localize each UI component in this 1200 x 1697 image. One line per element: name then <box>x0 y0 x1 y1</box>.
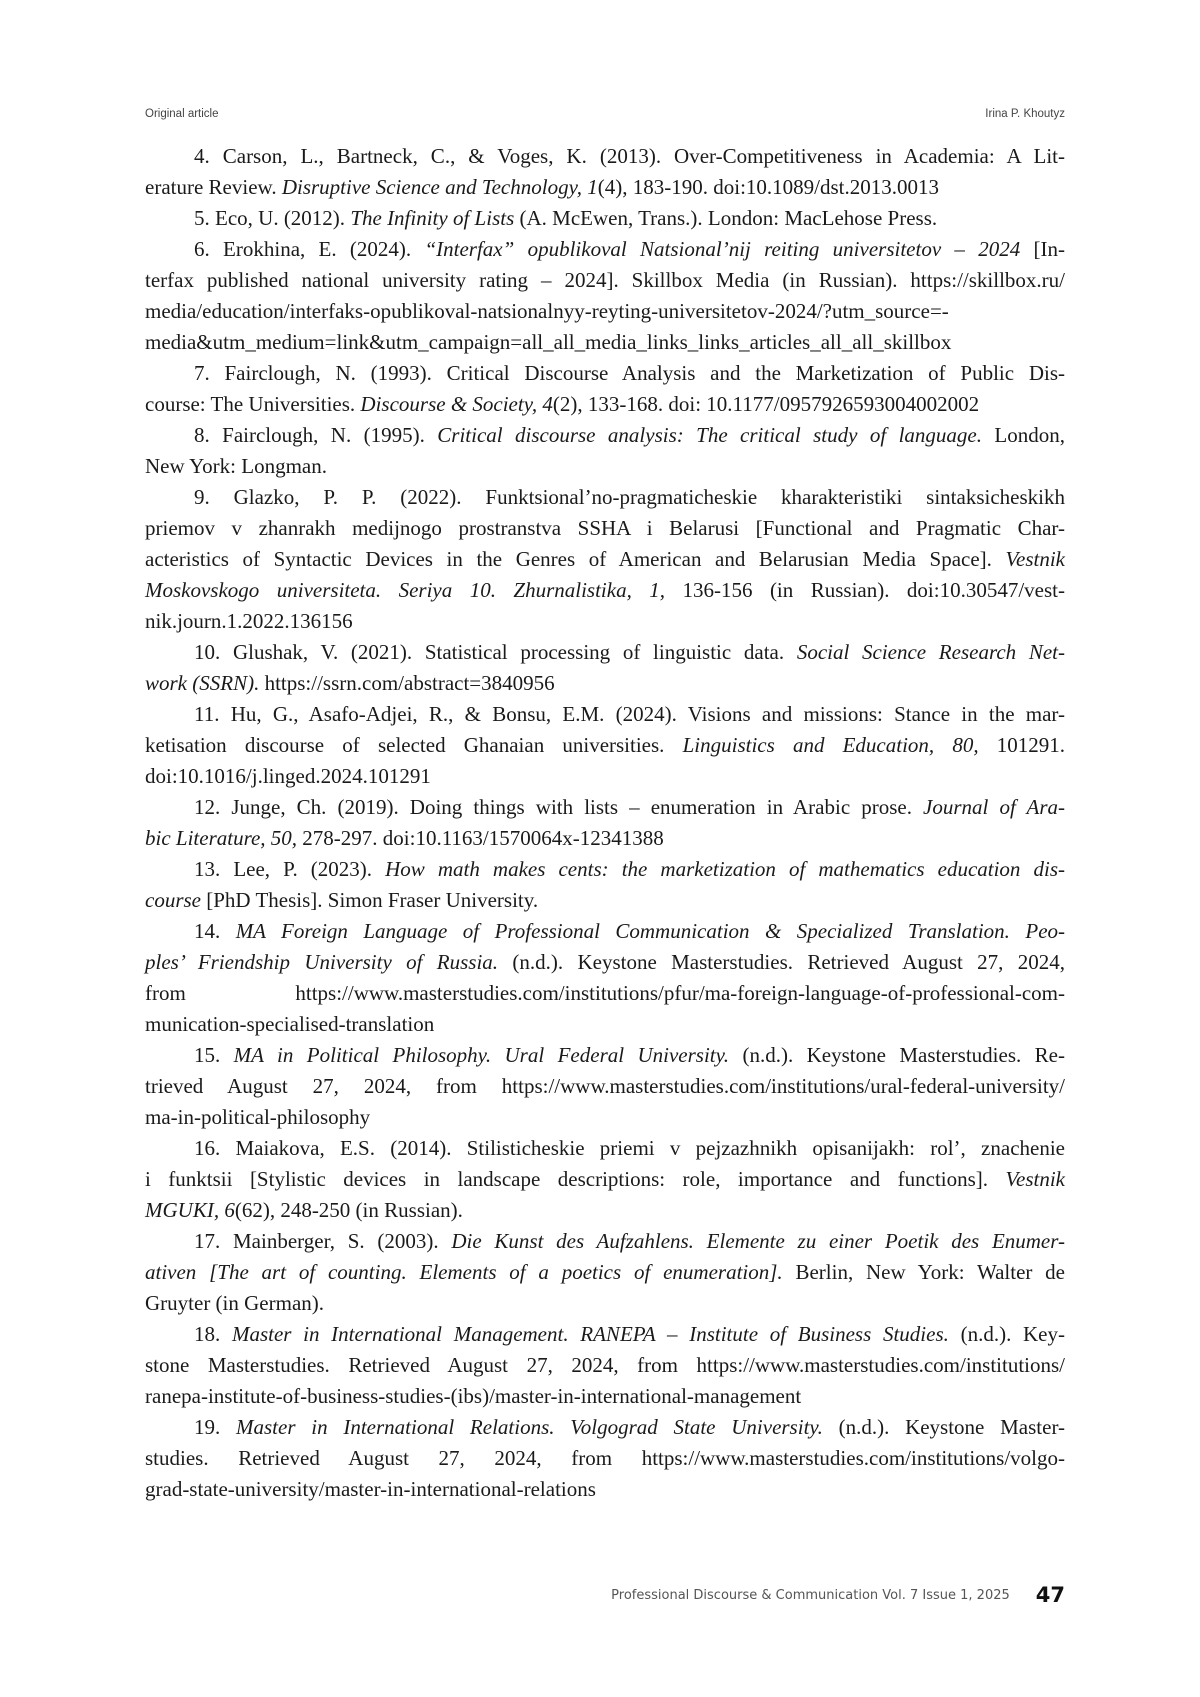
reference-italic-text: bic Literature, 50, <box>145 826 297 850</box>
reference-item <box>145 1133 1065 1226</box>
reference-line <box>145 1195 1065 1226</box>
reference-text: media/education/interfaks-opublikoval-natsionalnyy-reyting-universitetov-2024/?utm_source=- <box>145 299 949 323</box>
reference-item <box>145 1040 1065 1133</box>
reference-text: nik.journ.1.2022.136156 <box>145 609 353 633</box>
reference-text: 8. Fairclough, N. (1995). <box>194 423 437 447</box>
reference-italic-text: Die Kunst des Aufzahlens. Elemente zu einer Poetik des Enumer- <box>451 1229 1065 1253</box>
reference-text: (n.d.). Keystone Masterstudies. Re- <box>729 1043 1065 1067</box>
reference-line <box>145 1102 1065 1133</box>
reference-line <box>145 1319 1065 1350</box>
reference-text: 5. Eco, U. (2012). <box>194 206 350 230</box>
reference-line <box>145 1040 1065 1071</box>
reference-line <box>145 358 1065 389</box>
reference-item <box>145 916 1065 1040</box>
reference-item <box>145 358 1065 420</box>
reference-item <box>145 637 1065 699</box>
reference-item <box>145 1226 1065 1319</box>
reference-line <box>145 606 1065 637</box>
reference-line <box>145 1133 1065 1164</box>
reference-text: acteristics of Syntactic Devices in the Genres of American and Belarusian Media Space]. <box>145 547 1006 571</box>
reference-line <box>145 947 1065 978</box>
reference-text: 16. Maiakova, E.S. (2014). Stilisticheskie priemi v pejzazhnikh opisanijakh: rol’, znachenie <box>194 1136 1065 1160</box>
reference-text: 136-156 (in Russian). doi:10.30547/vest- <box>665 578 1065 602</box>
reference-text: grad-state-university/master-in-international-relations <box>145 1477 596 1501</box>
page-footer <box>611 1583 1065 1607</box>
reference-text: ma-in-political-philosophy <box>145 1105 370 1129</box>
reference-line <box>145 203 1065 234</box>
reference-text: (2), 133-168. doi: 10.1177/0957926593004002002 <box>553 392 979 416</box>
reference-line <box>145 1412 1065 1443</box>
reference-text: Gruyter (in German). <box>145 1291 324 1315</box>
reference-line <box>145 1071 1065 1102</box>
reference-line <box>145 172 1065 203</box>
reference-text: [In- <box>1020 237 1065 261</box>
reference-line <box>145 327 1065 358</box>
reference-italic-text: ativen [The art of counting. Elements of a poetics of enumeration]. <box>145 1260 783 1284</box>
reference-italic-text: The Infinity of Lists <box>350 206 514 230</box>
reference-item <box>145 482 1065 637</box>
reference-italic-text: work (SSRN). <box>145 671 259 695</box>
reference-text: (62), 248-250 (in Russian). <box>235 1198 463 1222</box>
reference-text: 101291. <box>979 733 1065 757</box>
reference-italic-text: Critical discourse analysis: The critical study of language. <box>437 423 982 447</box>
reference-line <box>145 1381 1065 1412</box>
reference-line <box>145 699 1065 730</box>
reference-text: (n.d.). Key- <box>949 1322 1065 1346</box>
reference-italic-text: How math makes cents: the marketization of mathematics education dis- <box>385 857 1065 881</box>
reference-line <box>145 420 1065 451</box>
reference-text: 9. Glazko, P. P. (2022). Funktsional’no-pragmaticheskie kharakteristiki sintaksicheskikh <box>194 485 1065 509</box>
reference-text: [PhD Thesis]. Simon Fraser University. <box>201 888 538 912</box>
reference-item <box>145 1412 1065 1505</box>
reference-text: 4. Carson, L., Bartneck, C., & Voges, K. (2013). Over-Competitiveness in Academia: A Lit- <box>194 144 1065 168</box>
reference-line <box>145 823 1065 854</box>
reference-text: doi:10.1016/j.linged.2024.101291 <box>145 764 431 788</box>
reference-text: 15. <box>194 1043 234 1067</box>
reference-line <box>145 854 1065 885</box>
reference-italic-text: Master in International Relations. Volgograd State University. <box>236 1415 823 1439</box>
reference-item <box>145 699 1065 792</box>
reference-text: 6. Erokhina, E. (2024). <box>194 237 424 261</box>
reference-line <box>145 1226 1065 1257</box>
reference-text: New York: Longman. <box>145 454 327 478</box>
reference-item <box>145 141 1065 203</box>
reference-text: 10. Glushak, V. (2021). Statistical processing of linguistic data. <box>194 640 797 664</box>
reference-item <box>145 234 1065 358</box>
reference-text: 18. <box>194 1322 232 1346</box>
reference-text: https://ssrn.com/abstract=3840956 <box>259 671 554 695</box>
reference-text: 17. Mainberger, S. (2003). <box>194 1229 451 1253</box>
reference-italic-text: Linguistics and Education, 80, <box>683 733 979 757</box>
reference-text: (n.d.). Keystone Masterstudies. Retrieved August 27, 2024, <box>498 950 1065 974</box>
reference-text: (A. McEwen, Trans.). London: MacLehose Press. <box>514 206 937 230</box>
reference-text: 278-297. doi:10.1163/1570064x-12341388 <box>297 826 664 850</box>
reference-italic-text: MA Foreign Language of Professional Communication & Specialized Translation. Peo- <box>236 919 1065 943</box>
reference-italic-text: Master in International Management. RANEPA – Institute of Business Studies. <box>232 1322 949 1346</box>
reference-line <box>145 482 1065 513</box>
reference-italic-text: Vestnik <box>1006 547 1065 571</box>
reference-text: 19. <box>194 1415 236 1439</box>
reference-line <box>145 730 1065 761</box>
reference-line <box>145 296 1065 327</box>
reference-text: stone Masterstudies. Retrieved August 27, 2024, from https://www.masterstudies.com/institutions/ <box>145 1353 1065 1377</box>
reference-line <box>145 575 1065 606</box>
reference-italic-text: course <box>145 888 201 912</box>
reference-line <box>145 1009 1065 1040</box>
reference-text: (n.d.). Keystone Master- <box>823 1415 1065 1439</box>
reference-line <box>145 389 1065 420</box>
reference-text: ranepa-institute-of-business-studies-(ibs)/master-in-international-management <box>145 1384 801 1408</box>
reference-line <box>145 1257 1065 1288</box>
reference-text: studies. Retrieved August 27, 2024, from https://www.masterstudies.com/institutions/volgo- <box>145 1446 1065 1470</box>
reference-line <box>145 1164 1065 1195</box>
reference-text: munication-specialised-translation <box>145 1012 434 1036</box>
reference-text: terfax published national university rating – 2024]. Skillbox Media (in Russian). https://skillbox.ru/ <box>145 268 1065 292</box>
running-header-section: Original article <box>145 108 219 120</box>
reference-item <box>145 792 1065 854</box>
reference-text: 12. Junge, Ch. (2019). Doing things with lists – enumeration in Arabic prose. <box>194 795 923 819</box>
reference-text: London, <box>982 423 1065 447</box>
reference-italic-text: Social Science Research Net- <box>797 640 1065 664</box>
reference-italic-text: Disruptive Science and Technology, 1 <box>282 175 598 199</box>
reference-text: priemov v zhanrakh medijnogo prostranstva SSHA i Belarusi [Functional and Pragmatic Char- <box>145 516 1065 540</box>
reference-line <box>145 637 1065 668</box>
reference-text: trieved August 27, 2024, from https://www.masterstudies.com/institutions/ural-federal-university/ <box>145 1074 1065 1098</box>
reference-line <box>145 978 1065 1009</box>
reference-text: i funktsii [Stylistic devices in landscape descriptions: role, importance and functions]. <box>145 1167 1006 1191</box>
reference-text: (4), 183-190. doi:10.1089/dst.2013.0013 <box>598 175 939 199</box>
reference-item <box>145 854 1065 916</box>
page-number: 47 <box>1036 1583 1065 1607</box>
reference-line <box>145 451 1065 482</box>
reference-italic-text: MA in Political Philosophy. Ural Federal University. <box>234 1043 729 1067</box>
reference-text: from https://www.masterstudies.com/institutions/pfur/ma-foreign-language-of-professional-com- <box>145 981 1065 1005</box>
journal-citation: Professional Discourse & Communication Vol. 7 Issue 1, 2025 <box>611 1588 1010 1603</box>
reference-item <box>145 420 1065 482</box>
reference-italic-text: Moskovskogo universiteta. Seriya 10. Zhurnalistika, 1, <box>145 578 665 602</box>
running-header-author: Irina P. Khoutyz <box>985 108 1065 120</box>
reference-item <box>145 203 1065 234</box>
reference-text: 11. Hu, G., Asafo-Adjei, R., & Bonsu, E.M. (2024). Visions and missions: Stance in the mar- <box>194 702 1065 726</box>
reference-text: erature Review. <box>145 175 282 199</box>
reference-italic-text: “Interfax” opublikoval Natsional’nij reiting universitetov – 2024 <box>424 237 1020 261</box>
reference-text: Berlin, New York: Walter de <box>783 1260 1065 1284</box>
reference-italic-text: Vestnik <box>1006 1167 1065 1191</box>
reference-text: 13. Lee, P. (2023). <box>194 857 385 881</box>
reference-line <box>145 885 1065 916</box>
reference-line <box>145 916 1065 947</box>
reference-italic-text: Journal of Ara- <box>923 795 1065 819</box>
reference-line <box>145 1474 1065 1505</box>
reference-line <box>145 1350 1065 1381</box>
reference-line <box>145 544 1065 575</box>
reference-line <box>145 792 1065 823</box>
reference-line <box>145 513 1065 544</box>
reference-list <box>145 141 1065 1505</box>
reference-line <box>145 668 1065 699</box>
reference-italic-text: MGUKI, 6 <box>145 1198 235 1222</box>
reference-line <box>145 141 1065 172</box>
reference-item <box>145 1319 1065 1412</box>
reference-italic-text: Discourse & Society, 4 <box>360 392 552 416</box>
reference-line <box>145 761 1065 792</box>
reference-text: ketisation discourse of selected Ghanaian universities. <box>145 733 683 757</box>
reference-text: course: The Universities. <box>145 392 360 416</box>
reference-line <box>145 1443 1065 1474</box>
reference-text: media&utm_medium=link&utm_campaign=all_all_media_links_links_articles_all_all_skillbox <box>145 330 951 354</box>
reference-text: 14. <box>194 919 236 943</box>
reference-line <box>145 1288 1065 1319</box>
reference-line <box>145 234 1065 265</box>
reference-italic-text: ples’ Friendship University of Russia. <box>145 950 498 974</box>
reference-text: 7. Fairclough, N. (1993). Critical Discourse Analysis and the Marketization of Public Dis- <box>194 361 1065 385</box>
reference-line <box>145 265 1065 296</box>
